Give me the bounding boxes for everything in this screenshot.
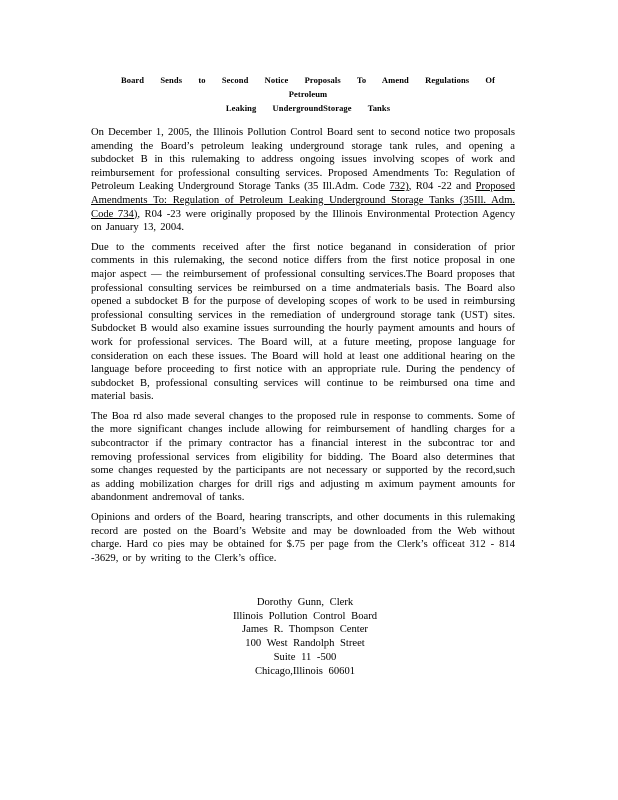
contact-block — [180, 596, 430, 678]
paragraph-3: The Boa rd also made several changes to the proposed rule in response to comments. Some of the more significant changes include allowing for reimbursement of handling charges for a subcontractor if the primary contractor has a financial interest in the subcontrac tor and removing professional services from eligibility for bidding. The Board also determines that some changes requested by the participants are not necessary or supported by the record,such as adding mobilization charges for drill rigs and adjusting m aximum payment amounts for abandonment andremoval of tanks. — [91, 410, 515, 504]
paragraph-1 — [91, 126, 515, 235]
press-release-title — [98, 73, 518, 115]
contact-building: James R. Thompson Center — [242, 624, 368, 636]
paragraph-4: Opinions and orders of the Board, hearing transcripts, and other documents in this rulemaking record are posted on the Board’s Website and may be downloaded from the Web without charge. Hard co pies may be obtained for $.75 per page from the Clerk’s officeat 312 - 814 -3629, or by writing to the Clerk’s office. — [91, 512, 515, 564]
title-line-2: Leaking UndergroundStorage Tanks — [225, 103, 391, 113]
article-body — [91, 126, 515, 571]
contact-street: 100 West Randolph Street — [245, 638, 365, 650]
paragraph-1-underlined-citation-a: 732) — [389, 181, 409, 193]
contact-organization: Illinois Pollution Control Board — [232, 610, 378, 622]
paragraph-1-text-c: , R04 -23 were originally proposed by the Illinois Environmental Protection Agency on January 13, 2004. — [91, 208, 515, 234]
paragraph-1-text-b: , R04 -22 and — [408, 181, 472, 193]
paragraph-1-text-a: On December 1, 2005, the Illinois Pollution Control Board sent to second notice two proposals amending the Board’s petroleum leaking underground storage tank rules, and opening a subdocket B in this rulemaking to address ongoing issues involving scopes of work and reimbursement for professional consulting services. Proposed Amendments To: Regulation of Petroleum Leaking Underground Storage Tanks (35 Ill.Adm. Code — [91, 127, 515, 193]
title-line-1: Board Sends to Second Notice Proposals To Amend Regulations Of Petroleum — [120, 75, 496, 99]
paragraph-2: Due to the comments received after the first notice beganand in consideration of prior comments in this rulemaking, the second notice differs from the first notice proposal in one major aspect — the reimbursement of professional consulting services.The Board proposes that professional consulting services be reimbursed on a time andmaterials basis. The Board also opened a subdocket B for the purpose of developing scopes of work to be used in reimbursing professional consulting services in the remediation of underground storage tank (UST) sites. Subdocket B would also examine issues surrounding the hourly payment amounts and hours of work for professional services. The Board will, at a future meeting, propose language for consideration on each these issues. The Board will hold at least one additional hearing on the language before proceeding to first notice with an appropriate rule. During the pendency of subdocket B, professional consulting services will continue to be reimbursed ona time and material basis. — [91, 241, 515, 403]
contact-city: Chicago,Illinois 60601 — [254, 665, 356, 677]
contact-name: Dorothy Gunn, Clerk — [256, 597, 354, 608]
paragraph-1-underlined-citation-b: Proposed Amendments To: Regulation of Petroleum Leaking Underground Storage Tanks (35Ill. Adm. Code 734) — [91, 181, 515, 220]
contact-suite: Suite 11 -500 — [273, 651, 337, 663]
